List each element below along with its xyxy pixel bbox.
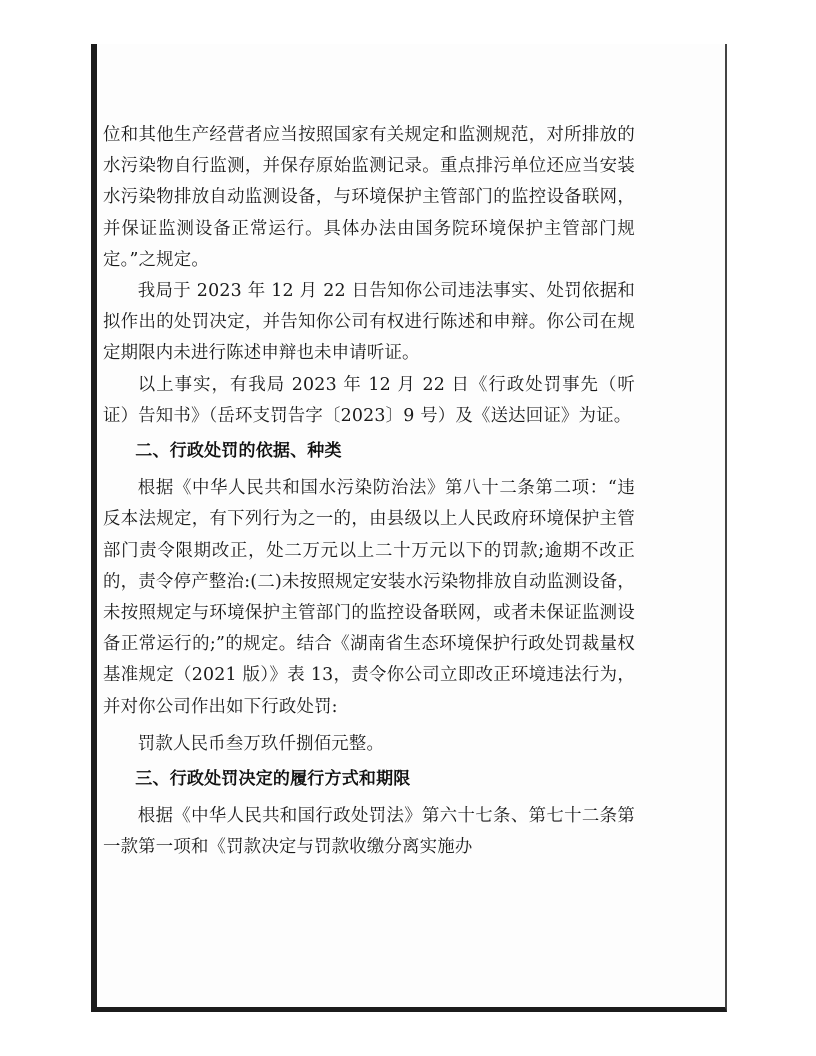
- paragraph-fine-amount: 罚款人民币叁万玖仟捌佰元整。: [137, 733, 385, 754]
- paragraph-legal-basis: 根据《中华人民共和国水污染防治法》第八十二条第二项：“违反本法规定，有下列行为之一的，由县级以上人民政府环境保护主管部门责令限期改正，处二万元以上二十万元以下的罚款;逾期不改正的，责令停产整治:(二)未按照规定安装水污染物排放自动监测设备，未按照规定与环境保护主管部门的监控设备联网，或者未保证监测设备正常运行的;”的规定。结合《湖南省生态环境保护行政处罚裁量权基准规定（2021 版）》表 13，责令你公司立即改正环境违法行为，并对你公司作出如下行政处罚:: [103, 478, 635, 717]
- paragraph-notice: 我局于 2023 年 12 月 22 日告知你公司违法事实、处罚依据和拟作出的处罚决定，并告知你公司有权进行陈述和申辩。你公司在规定期限内未进行陈述申辩也未申请听证。: [103, 281, 635, 364]
- paragraph-continuation: 位和其他生产经营者应当按照国家有关规定和监测规范，对所排放的水污染物自行监测，并保存原始监测记录。重点排污单位还应当安装水污染物排放自动监测设备，与环境保护主管部门的监控设备联网，并保证监测设备正常运行。具体办法由国务院环境保护主管部门规定。”之规定。: [103, 125, 635, 270]
- paragraph-evidence: 以上事实，有我局 2023 年 12 月 22 日《行政处罚事先（听证）告知书》（岳环支罚告字〔2023〕9 号）及《送达回证》为证。: [103, 374, 635, 426]
- section-heading-basis: 二、行政处罚的依据、种类: [135, 441, 342, 462]
- section-heading-payment: 三、行政处罚决定的履行方式和期限: [135, 769, 411, 790]
- document-body: [103, 120, 635, 864]
- paragraph-payment-method: 根据《中华人民共和国行政处罚法》第六十七条、第七十二条第一款第一项和《罚款决定与罚款收缴分离实施办: [103, 806, 635, 858]
